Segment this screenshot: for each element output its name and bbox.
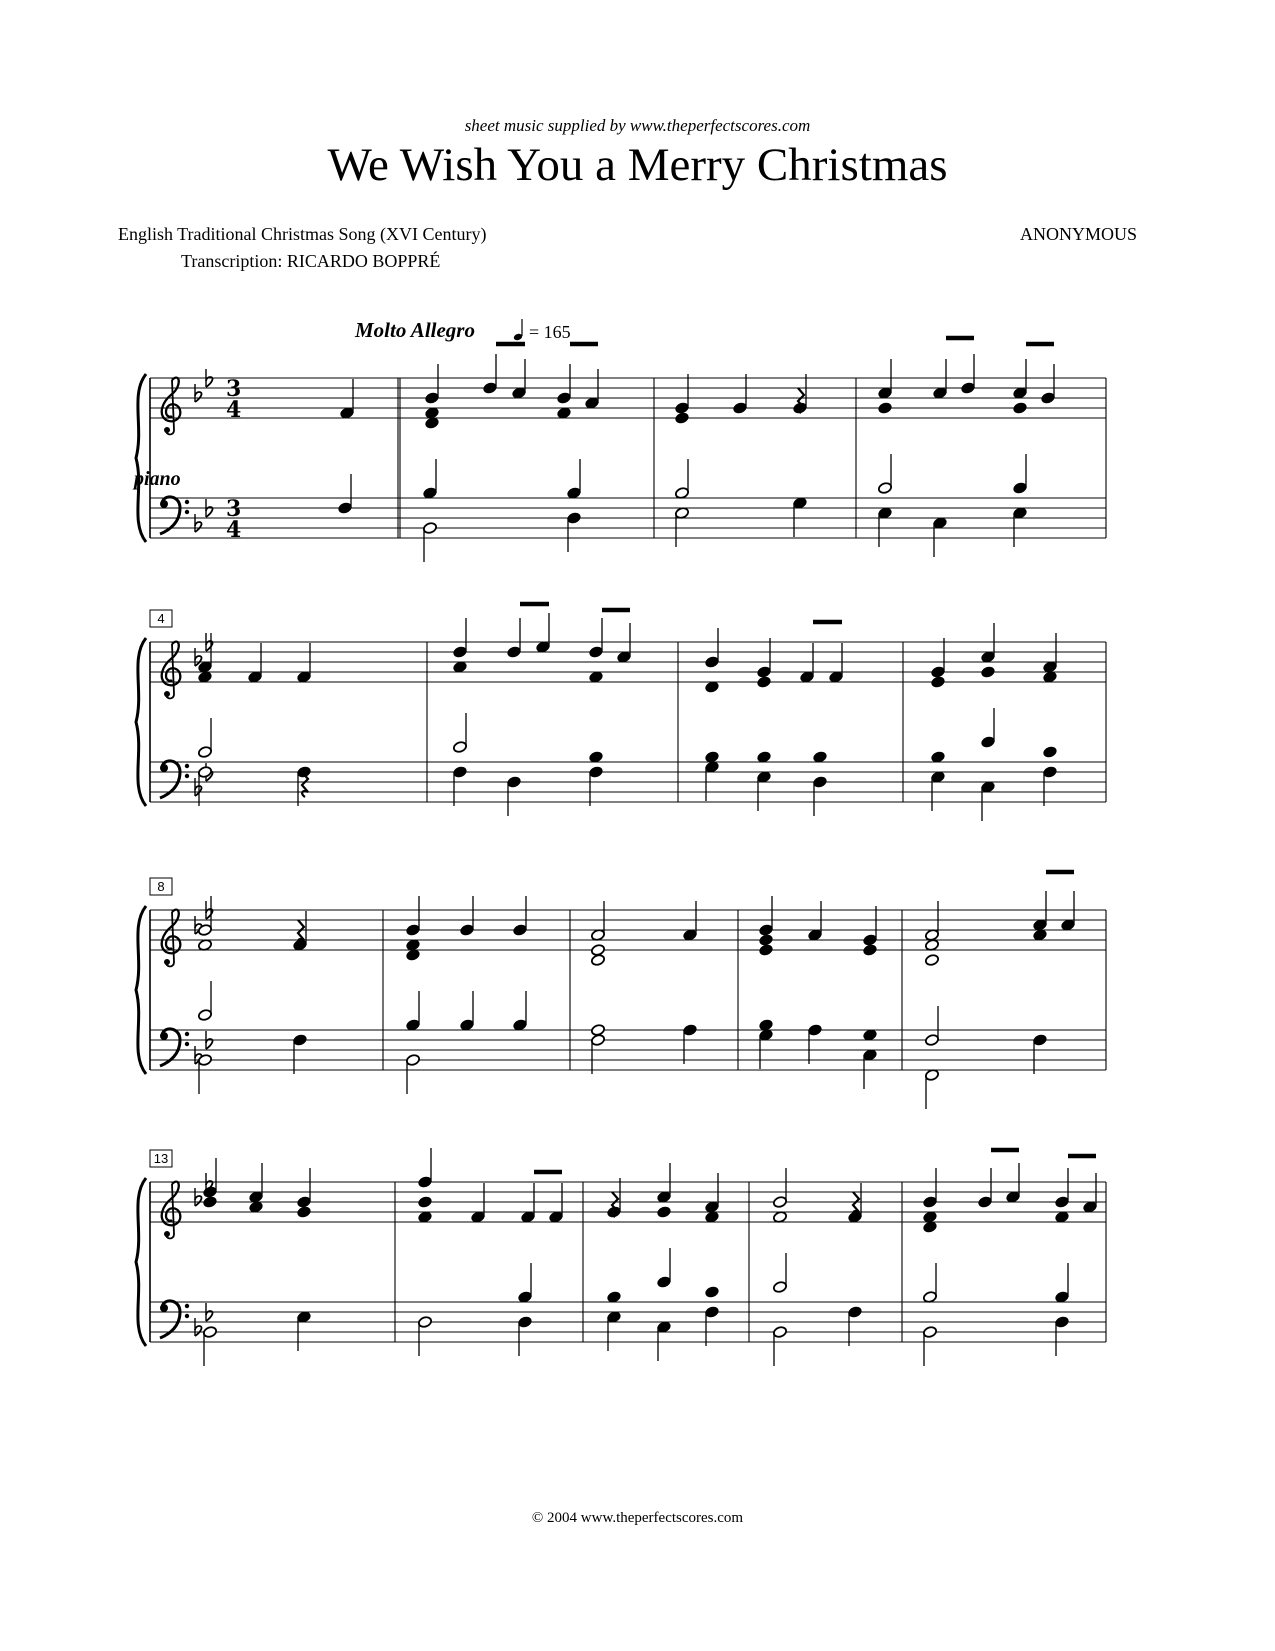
measure-number: 4 <box>157 611 165 626</box>
metronome-value: = 165 <box>529 322 571 342</box>
treble-note <box>863 944 878 957</box>
treble-note <box>406 924 421 937</box>
bass-note <box>925 1034 940 1047</box>
bass-note <box>757 751 772 764</box>
treble-note <box>878 402 893 415</box>
bass-note <box>203 1326 218 1339</box>
treble-note <box>557 392 572 405</box>
bass-note <box>813 776 828 789</box>
treble-note <box>773 1196 788 1209</box>
bass-note <box>923 1326 938 1339</box>
bass-note <box>607 1291 622 1304</box>
treble-note <box>549 1211 564 1224</box>
bass-note <box>933 517 948 530</box>
bass-note <box>878 482 893 495</box>
treble-note <box>1006 1191 1021 1204</box>
measure-number: 13 <box>153 1151 169 1166</box>
treble-note <box>675 402 690 415</box>
treble-note <box>705 1211 720 1224</box>
treble-note <box>923 1196 938 1209</box>
treble-note <box>589 671 604 684</box>
brace <box>136 638 146 806</box>
treble-note <box>863 934 878 947</box>
bass-note <box>759 1029 774 1042</box>
treble-note <box>923 1221 938 1234</box>
supplied-by-text: sheet music supplied by www.theperfectscores.com <box>464 116 811 135</box>
brace <box>136 1178 146 1346</box>
treble-note <box>1083 1201 1098 1214</box>
flat-icon <box>195 1318 202 1336</box>
bass-note <box>773 1326 788 1339</box>
treble-clef-icon <box>162 378 181 435</box>
treble-note <box>507 646 522 659</box>
time-signature-top: 3 <box>226 496 242 522</box>
treble-note <box>249 1201 264 1214</box>
bass-note <box>507 776 522 789</box>
bass-note <box>1055 1316 1070 1329</box>
treble-note <box>425 417 440 430</box>
treble-note <box>657 1206 672 1219</box>
treble-note <box>759 944 774 957</box>
bass-note <box>863 1029 878 1042</box>
bass-note <box>931 751 946 764</box>
treble-note <box>617 651 632 664</box>
bass-note <box>981 736 996 749</box>
time-signature-bottom: 4 <box>226 397 242 423</box>
treble-note <box>1043 661 1058 674</box>
bass-note <box>513 1019 528 1032</box>
flat-icon <box>195 778 202 796</box>
bass-note <box>567 487 582 500</box>
bass-note <box>878 507 893 520</box>
treble-note <box>1043 671 1058 684</box>
flat-icon <box>195 648 202 666</box>
bass-note <box>923 1291 938 1304</box>
treble-note <box>585 397 600 410</box>
treble-note <box>705 681 720 694</box>
bass-note <box>567 512 582 525</box>
bass-note <box>518 1291 533 1304</box>
treble-note <box>705 656 720 669</box>
treble-note <box>425 392 440 405</box>
treble-note <box>513 924 528 937</box>
subtitle: English Traditional Christmas Song (XVI Century) <box>118 224 487 244</box>
treble-note <box>961 382 976 395</box>
bass-note <box>297 1311 312 1324</box>
treble-note <box>683 929 698 942</box>
bass-note <box>423 522 438 535</box>
bass-note <box>925 1069 940 1082</box>
treble-note <box>925 954 940 967</box>
treble-note <box>1055 1211 1070 1224</box>
bass-note <box>813 751 828 764</box>
treble-note <box>198 939 213 952</box>
treble-note <box>759 924 774 937</box>
bass-note <box>198 1009 213 1022</box>
bass-note <box>453 741 468 754</box>
treble-note <box>406 949 421 962</box>
treble-note <box>733 402 748 415</box>
treble-note <box>198 671 213 684</box>
treble-note <box>249 1191 264 1204</box>
treble-note <box>418 1211 433 1224</box>
treble-note <box>512 387 527 400</box>
bass-note <box>589 751 604 764</box>
treble-note <box>460 924 475 937</box>
bass-note <box>705 751 720 764</box>
treble-note <box>536 641 551 654</box>
treble-note <box>925 929 940 942</box>
bass-note <box>848 1306 863 1319</box>
flat-icon <box>195 384 202 402</box>
treble-note <box>1055 1196 1070 1209</box>
flat-icon <box>206 1303 213 1321</box>
bass-note <box>759 1019 774 1032</box>
bass-note <box>1013 507 1028 520</box>
treble-note <box>203 1186 218 1199</box>
treble-note <box>425 407 440 420</box>
treble-note <box>248 671 263 684</box>
bass-note <box>198 1054 213 1067</box>
treble-note <box>773 1211 788 1224</box>
treble-note <box>829 671 844 684</box>
bass-note <box>1043 766 1058 779</box>
bass-note <box>297 766 312 779</box>
bass-note <box>981 781 996 794</box>
treble-note <box>453 646 468 659</box>
bass-note <box>705 1306 720 1319</box>
treble-note <box>453 661 468 674</box>
copyright-footer: © 2004 www.theperfectscores.com <box>531 1510 744 1526</box>
time-signature-top: 3 <box>226 376 242 402</box>
bass-note <box>518 1316 533 1329</box>
bass-note <box>460 1019 475 1032</box>
treble-note <box>923 1211 938 1224</box>
bass-note <box>675 487 690 500</box>
treble-note <box>297 1206 312 1219</box>
bass-note <box>931 771 946 784</box>
treble-note <box>203 1196 218 1209</box>
bass-note <box>453 766 468 779</box>
bass-note <box>705 761 720 774</box>
treble-note <box>657 1191 672 1204</box>
treble-note <box>297 1196 312 1209</box>
bass-note <box>705 1286 720 1299</box>
bass-note <box>808 1024 823 1037</box>
bass-note <box>863 1049 878 1062</box>
bass-note <box>198 746 213 759</box>
bass-note <box>1013 482 1028 495</box>
treble-note <box>557 407 572 420</box>
tempo-marking: Molto Allegro <box>355 318 475 342</box>
flat-icon <box>206 369 213 387</box>
brace <box>136 906 146 1074</box>
treble-note <box>933 387 948 400</box>
treble-note <box>978 1196 993 1209</box>
bass-note <box>591 1034 606 1047</box>
bass-note <box>338 502 353 515</box>
treble-note <box>705 1201 720 1214</box>
treble-note <box>981 666 996 679</box>
flat-icon <box>206 1031 213 1049</box>
composer: ANONYMOUS <box>1020 224 1138 244</box>
treble-note <box>878 387 893 400</box>
bass-note <box>657 1276 672 1289</box>
time-signature-bottom: 4 <box>226 517 242 543</box>
treble-note <box>198 924 213 937</box>
treble-note <box>340 407 355 420</box>
bass-note <box>675 507 690 520</box>
bass-note <box>793 497 808 510</box>
treble-note <box>981 651 996 664</box>
treble-note <box>759 934 774 947</box>
treble-note <box>471 1211 486 1224</box>
treble-clef-icon <box>162 1182 181 1239</box>
bass-note <box>293 1034 308 1047</box>
treble-clef-icon <box>162 642 181 699</box>
bass-note <box>1043 746 1058 759</box>
bass-note <box>1055 1291 1070 1304</box>
treble-note <box>297 671 312 684</box>
treble-note <box>1013 387 1028 400</box>
treble-note <box>757 676 772 689</box>
treble-note <box>406 939 421 952</box>
instrument-label: piano <box>134 468 181 490</box>
flat-icon <box>195 514 202 532</box>
treble-note <box>591 929 606 942</box>
treble-clef-icon <box>162 910 181 967</box>
treble-note <box>1041 392 1056 405</box>
transcription-credit: Transcription: RICARDO BOPPRÉ <box>181 251 441 271</box>
treble-note <box>931 676 946 689</box>
bass-note <box>607 1311 622 1324</box>
treble-note <box>1033 929 1048 942</box>
bass-note <box>423 487 438 500</box>
treble-note <box>931 666 946 679</box>
bass-note <box>406 1054 421 1067</box>
bass-note <box>683 1024 698 1037</box>
bass-note <box>406 1019 421 1032</box>
treble-note <box>521 1211 536 1224</box>
treble-note <box>800 671 815 684</box>
treble-note <box>483 382 498 395</box>
treble-note <box>418 1196 433 1209</box>
bass-note <box>773 1281 788 1294</box>
treble-note <box>591 954 606 967</box>
flat-icon <box>206 499 213 517</box>
treble-note <box>1033 919 1048 932</box>
treble-note <box>757 666 772 679</box>
bass-note <box>757 771 772 784</box>
bass-note <box>1033 1034 1048 1047</box>
treble-note <box>1061 919 1076 932</box>
brace <box>136 374 146 542</box>
treble-note <box>589 646 604 659</box>
flat-icon <box>195 1188 202 1206</box>
bass-note <box>589 766 604 779</box>
bass-note <box>657 1321 672 1334</box>
treble-note <box>675 412 690 425</box>
page-title: We Wish You a Merry Christmas <box>327 139 948 191</box>
measure-number: 8 <box>157 879 165 894</box>
treble-note <box>808 929 823 942</box>
bass-note <box>418 1316 433 1329</box>
treble-note <box>1013 402 1028 415</box>
treble-note <box>418 1176 433 1189</box>
